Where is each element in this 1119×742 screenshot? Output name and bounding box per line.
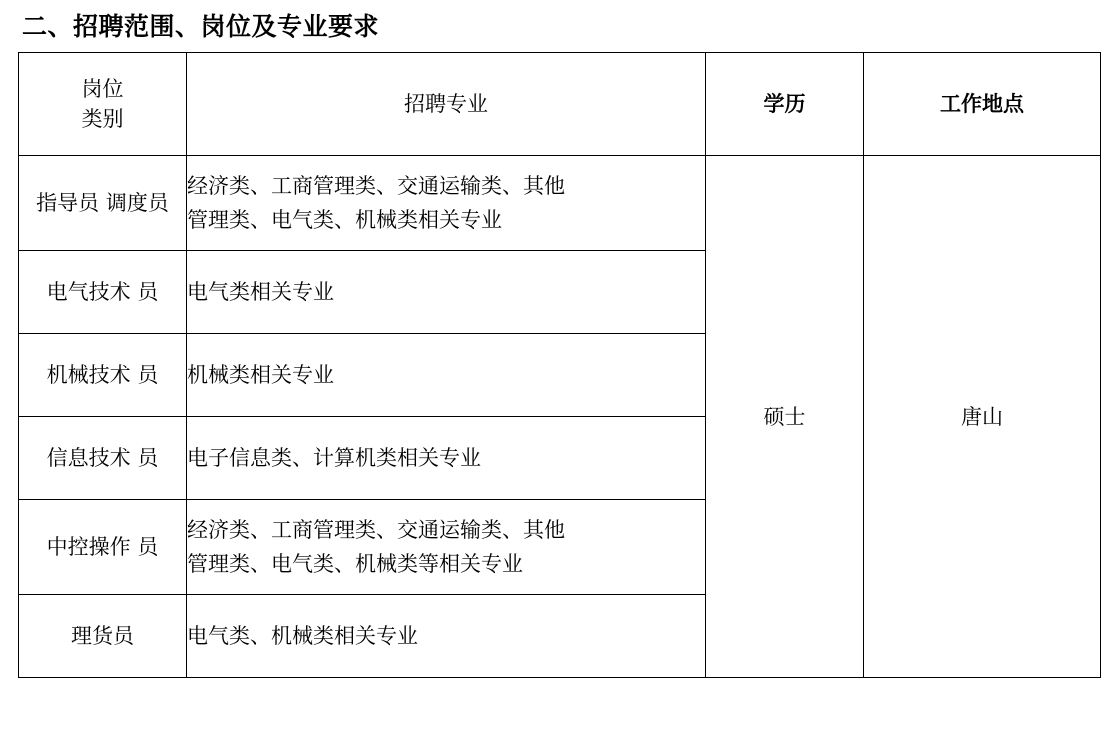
- section-heading: 二、招聘范围、岗位及专业要求: [22, 12, 380, 41]
- cell-category-line1: 指导员: [36, 191, 100, 215]
- cell-category-line2: 员: [137, 280, 159, 304]
- cell-degree: 硕士: [706, 156, 864, 678]
- table-header: [19, 53, 1101, 156]
- cell-major-line2: 管理类、电气类、机械类相关专业: [187, 208, 502, 232]
- cell-category-line2: 员: [137, 363, 159, 387]
- column-header-degree: 学历: [706, 53, 864, 156]
- cell-category-line2: 调度员: [105, 191, 169, 215]
- cell-major-line1: 经济类、工商管理类、交通运输类、其他: [187, 518, 565, 542]
- cell-major: [187, 251, 706, 334]
- cell-major-line1: 机械类相关专业: [187, 363, 334, 387]
- cell-major-line1: 电子信息类、计算机类相关专业: [187, 446, 481, 470]
- cell-major: [187, 334, 706, 417]
- cell-category: [19, 595, 187, 678]
- table-body: [19, 156, 1101, 678]
- cell-major: [187, 500, 706, 595]
- cell-category-line1: 电气技术: [46, 280, 131, 304]
- cell-major: [187, 417, 706, 500]
- cell-location: 唐山: [864, 156, 1101, 678]
- cell-major: [187, 156, 706, 251]
- column-header-category: [19, 53, 187, 156]
- cell-major-line1: 电气类、机械类相关专业: [187, 624, 418, 648]
- column-header-major: 招聘专业: [187, 53, 706, 156]
- cell-major-line1: 电气类相关专业: [187, 280, 334, 304]
- cell-category-line2: 员: [137, 446, 159, 470]
- table-row: [19, 156, 1101, 251]
- cell-major-line1: 经济类、工商管理类、交通运输类、其他: [187, 174, 565, 198]
- cell-category-line1: 理货员: [71, 624, 134, 648]
- cell-category-line1: 信息技术: [46, 446, 131, 470]
- cell-major-line2: 管理类、电气类、机械类等相关专业: [187, 552, 523, 576]
- column-header-location: 工作地点: [864, 53, 1101, 156]
- cell-category-line2: 员: [137, 535, 159, 559]
- table-header-row: [19, 53, 1101, 156]
- cell-major: [187, 595, 706, 678]
- cell-category: [19, 156, 187, 251]
- cell-category-line1: 中控操作: [46, 535, 131, 559]
- column-header-category-line2: 类别: [81, 107, 124, 131]
- cell-category: [19, 251, 187, 334]
- cell-category-line1: 机械技术: [46, 363, 131, 387]
- cell-category: [19, 334, 187, 417]
- cell-category: [19, 417, 187, 500]
- recruitment-table: [18, 52, 1101, 678]
- column-header-category-line1: 岗位: [81, 77, 124, 101]
- cell-category: [19, 500, 187, 595]
